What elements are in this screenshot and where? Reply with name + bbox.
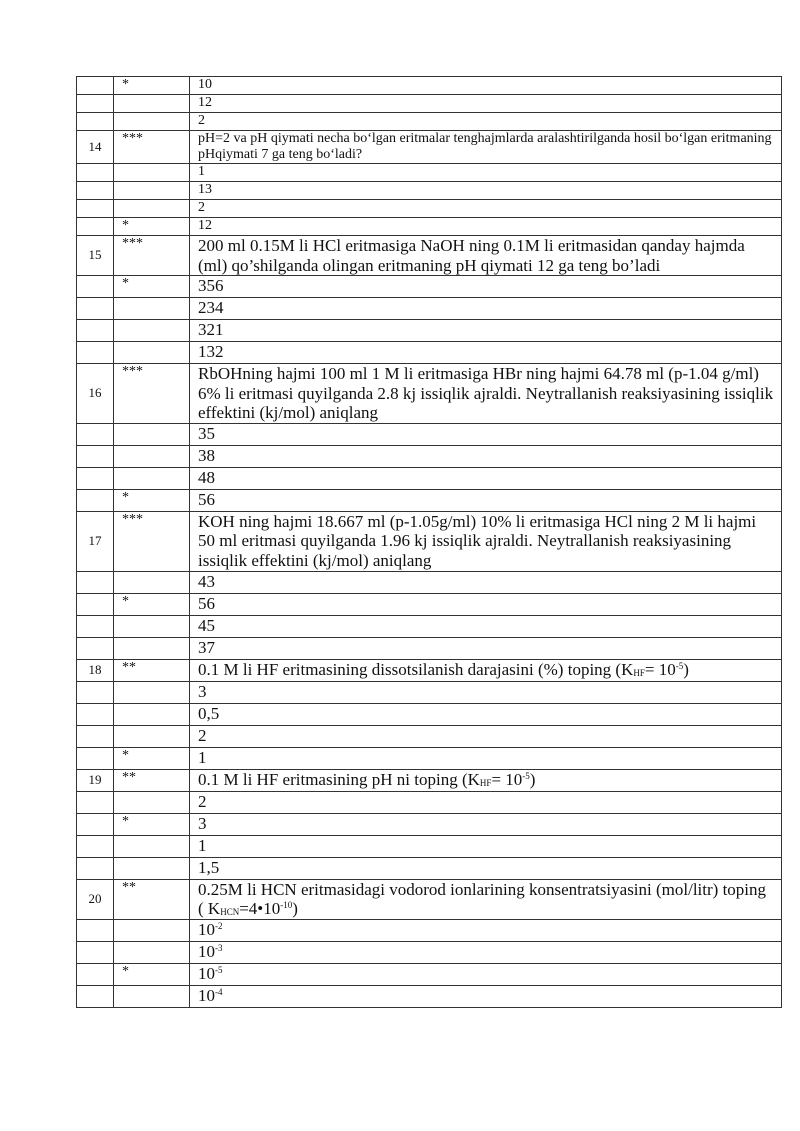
answer-option-row bbox=[77, 445, 782, 467]
answer-option-text: 56 bbox=[190, 489, 782, 511]
answer-option-row bbox=[77, 985, 782, 1007]
answer-option-text: 1 bbox=[190, 164, 782, 182]
formula-sup: -10 bbox=[280, 900, 293, 911]
correct-answer-mark bbox=[114, 941, 190, 963]
correct-answer-mark bbox=[114, 985, 190, 1007]
answer-option-text: 2 bbox=[190, 791, 782, 813]
answer-option-row bbox=[77, 320, 782, 342]
question-row bbox=[77, 511, 782, 571]
formula-sup: -2 bbox=[215, 920, 223, 931]
answer-option-text: 48 bbox=[190, 467, 782, 489]
correct-answer-mark: * bbox=[114, 489, 190, 511]
question-number: 17 bbox=[77, 511, 114, 571]
answer-option-row bbox=[77, 164, 782, 182]
formula-sup: -5 bbox=[522, 770, 530, 781]
question-row bbox=[77, 769, 782, 791]
answer-option-row bbox=[77, 941, 782, 963]
answer-option-row bbox=[77, 113, 782, 131]
difficulty-mark: *** bbox=[114, 131, 190, 164]
difficulty-mark: ** bbox=[114, 659, 190, 681]
formula-sup: -4 bbox=[215, 986, 223, 997]
correct-answer-mark bbox=[114, 835, 190, 857]
question-number bbox=[77, 276, 114, 298]
question-number bbox=[77, 342, 114, 364]
correct-answer-mark bbox=[114, 445, 190, 467]
answer-option-text bbox=[190, 941, 782, 963]
question-number bbox=[77, 615, 114, 637]
correct-answer-mark bbox=[114, 467, 190, 489]
answer-option-row bbox=[77, 637, 782, 659]
answer-option-row bbox=[77, 182, 782, 200]
answer-option-text: 321 bbox=[190, 320, 782, 342]
question-number bbox=[77, 963, 114, 985]
question-number bbox=[77, 857, 114, 879]
answer-option-text: 0,5 bbox=[190, 703, 782, 725]
question-number bbox=[77, 77, 114, 95]
correct-answer-mark: * bbox=[114, 276, 190, 298]
question-row bbox=[77, 364, 782, 424]
formula-post: ) bbox=[683, 659, 689, 679]
answer-option-row bbox=[77, 857, 782, 879]
question-number bbox=[77, 985, 114, 1007]
correct-answer-mark bbox=[114, 681, 190, 703]
formula-sub: HF bbox=[633, 667, 645, 678]
correct-answer-mark bbox=[114, 725, 190, 747]
correct-answer-mark bbox=[114, 95, 190, 113]
formula-sub: HCN bbox=[220, 907, 240, 918]
question-number bbox=[77, 571, 114, 593]
correct-answer-mark bbox=[114, 615, 190, 637]
answer-option-row bbox=[77, 813, 782, 835]
difficulty-mark: ** bbox=[114, 879, 190, 919]
answer-option-row bbox=[77, 681, 782, 703]
question-number bbox=[77, 725, 114, 747]
answer-option-text: 13 bbox=[190, 182, 782, 200]
difficulty-mark: ** bbox=[114, 769, 190, 791]
answer-option-text: 3 bbox=[190, 813, 782, 835]
formula-post: ) bbox=[529, 769, 536, 789]
formula-pre: 0.1 M li HF eritmasining pH ni toping (K bbox=[198, 769, 480, 789]
answer-option-row bbox=[77, 747, 782, 769]
formula-sup: -5 bbox=[675, 660, 684, 671]
correct-answer-mark bbox=[114, 342, 190, 364]
question-row bbox=[77, 236, 782, 276]
answer-option-text: 12 bbox=[190, 218, 782, 236]
correct-answer-mark bbox=[114, 200, 190, 218]
answer-option-text: 1 bbox=[190, 835, 782, 857]
correct-answer-mark bbox=[114, 637, 190, 659]
formula-sup: -3 bbox=[215, 942, 223, 953]
formula-post: ) bbox=[292, 899, 298, 919]
answer-option-row bbox=[77, 593, 782, 615]
formula-mid: = 10 bbox=[644, 659, 676, 679]
correct-answer-mark: * bbox=[114, 218, 190, 236]
difficulty-mark: *** bbox=[114, 236, 190, 276]
answer-option-row bbox=[77, 835, 782, 857]
answer-option-text bbox=[190, 919, 782, 941]
question-number bbox=[77, 298, 114, 320]
question-number bbox=[77, 423, 114, 445]
question-number bbox=[77, 218, 114, 236]
formula-mid: = 10 bbox=[491, 769, 523, 789]
answer-option-text: 1,5 bbox=[190, 857, 782, 879]
answer-option-text: 38 bbox=[190, 445, 782, 467]
question-text: RbOHning hajmi 100 ml 1 M li eritmasiga HBr ning hajmi 64.78 ml (p-1.04 g/ml) 6% li eritmasi quyilganda 2.8 kj issiqlik ajraldi. Neytrallanish reaksiyasining issiqlik effektini (kj/mol) aniqlang bbox=[190, 364, 782, 424]
correct-answer-mark bbox=[114, 857, 190, 879]
question-number: 18 bbox=[77, 659, 114, 681]
question-number: 14 bbox=[77, 131, 114, 164]
answer-option-text bbox=[190, 963, 782, 985]
correct-answer-mark: * bbox=[114, 963, 190, 985]
formula-sub: HF bbox=[479, 777, 492, 788]
question-number bbox=[77, 113, 114, 131]
answer-option-row bbox=[77, 423, 782, 445]
question-row bbox=[77, 659, 782, 681]
answer-option-text: 234 bbox=[190, 298, 782, 320]
formula-pre: 0.1 M li HF eritmasining dissotsilanish darajasini (%) toping (K bbox=[198, 659, 634, 679]
correct-answer-mark: * bbox=[114, 813, 190, 835]
question-number bbox=[77, 182, 114, 200]
formula-pre: 10 bbox=[198, 919, 215, 939]
answer-option-text: 10 bbox=[190, 77, 782, 95]
correct-answer-mark bbox=[114, 298, 190, 320]
answer-option-text: 37 bbox=[190, 637, 782, 659]
question-number bbox=[77, 747, 114, 769]
question-number bbox=[77, 200, 114, 218]
question-table-body bbox=[77, 77, 782, 1008]
answer-option-text: 2 bbox=[190, 725, 782, 747]
question-number bbox=[77, 593, 114, 615]
question-table bbox=[76, 76, 782, 1008]
correct-answer-mark bbox=[114, 423, 190, 445]
question-number: 16 bbox=[77, 364, 114, 424]
difficulty-mark: *** bbox=[114, 511, 190, 571]
question-number bbox=[77, 681, 114, 703]
answer-option-row bbox=[77, 919, 782, 941]
question-number bbox=[77, 637, 114, 659]
answer-option-text: 12 bbox=[190, 95, 782, 113]
answer-option-row bbox=[77, 467, 782, 489]
correct-answer-mark: * bbox=[114, 593, 190, 615]
question-number bbox=[77, 320, 114, 342]
answer-option-text: 132 bbox=[190, 342, 782, 364]
answer-option-row bbox=[77, 615, 782, 637]
formula-sup: -5 bbox=[215, 964, 223, 975]
formula-pre: 10 bbox=[198, 963, 215, 983]
question-text bbox=[190, 659, 782, 681]
formula-pre: 0.25M li HCN eritmasidagi vodorod ionlarining konsentratsiyasini (mol/litr) toping ( K bbox=[198, 879, 767, 919]
question-text bbox=[190, 879, 782, 919]
correct-answer-mark: * bbox=[114, 747, 190, 769]
correct-answer-mark: * bbox=[114, 77, 190, 95]
correct-answer-mark bbox=[114, 571, 190, 593]
answer-option-text bbox=[190, 985, 782, 1007]
question-number bbox=[77, 467, 114, 489]
answer-option-row bbox=[77, 298, 782, 320]
formula-pre: 10 bbox=[198, 941, 215, 961]
answer-option-row bbox=[77, 571, 782, 593]
formula-pre: 10 bbox=[198, 985, 215, 1005]
answer-option-text: 2 bbox=[190, 113, 782, 131]
question-text: KOH ning hajmi 18.667 ml (p-1.05g/ml) 10% li eritmasiga HCl ning 2 M li hajmi 50 ml eritmasi quyilganda 1.96 kj issiqlik ajraldi. Neytrallanish reaksiyasining issiqlik effektini (kj/mol) aniqlang bbox=[190, 511, 782, 571]
question-number bbox=[77, 791, 114, 813]
answer-option-row bbox=[77, 200, 782, 218]
answer-option-row bbox=[77, 276, 782, 298]
answer-option-text: 43 bbox=[190, 571, 782, 593]
answer-option-text: 56 bbox=[190, 593, 782, 615]
answer-option-text: 35 bbox=[190, 423, 782, 445]
answer-option-text: 3 bbox=[190, 681, 782, 703]
question-text: 200 ml 0.15M li HCl eritmasiga NaOH ning 0.1M li eritmasidan qanday hajmda (ml) qo’shilganda olingan eritmaning pH qiymati 12 ga teng bo’ladi bbox=[190, 236, 782, 276]
answer-option-text: 45 bbox=[190, 615, 782, 637]
question-number bbox=[77, 941, 114, 963]
question-number bbox=[77, 445, 114, 467]
question-number bbox=[77, 835, 114, 857]
answer-option-row bbox=[77, 489, 782, 511]
question-text bbox=[190, 769, 782, 791]
question-number: 15 bbox=[77, 236, 114, 276]
formula-mid: =4•10 bbox=[239, 899, 281, 919]
question-row bbox=[77, 879, 782, 919]
answer-option-row bbox=[77, 963, 782, 985]
correct-answer-mark bbox=[114, 320, 190, 342]
answer-option-text: 2 bbox=[190, 200, 782, 218]
question-number bbox=[77, 813, 114, 835]
correct-answer-mark bbox=[114, 182, 190, 200]
question-number bbox=[77, 919, 114, 941]
question-row bbox=[77, 131, 782, 164]
correct-answer-mark bbox=[114, 113, 190, 131]
answer-option-row bbox=[77, 77, 782, 95]
correct-answer-mark bbox=[114, 703, 190, 725]
answer-option-row bbox=[77, 791, 782, 813]
question-number bbox=[77, 703, 114, 725]
answer-option-row bbox=[77, 342, 782, 364]
question-number bbox=[77, 164, 114, 182]
correct-answer-mark bbox=[114, 919, 190, 941]
question-number: 20 bbox=[77, 879, 114, 919]
answer-option-row bbox=[77, 95, 782, 113]
answer-option-text: 1 bbox=[190, 747, 782, 769]
question-number bbox=[77, 489, 114, 511]
correct-answer-mark bbox=[114, 791, 190, 813]
difficulty-mark: *** bbox=[114, 364, 190, 424]
answer-option-row bbox=[77, 218, 782, 236]
answer-option-text: 356 bbox=[190, 276, 782, 298]
question-text: pH=2 va pH qiymati necha bo‘lgan eritmalar tenghajmlarda aralashtirilganda hosil bo‘lgan eritmaning pHqiymati 7 ga teng bo‘ladi? bbox=[190, 131, 782, 164]
answer-option-row bbox=[77, 703, 782, 725]
question-number: 19 bbox=[77, 769, 114, 791]
answer-option-row bbox=[77, 725, 782, 747]
correct-answer-mark bbox=[114, 164, 190, 182]
question-number bbox=[77, 95, 114, 113]
